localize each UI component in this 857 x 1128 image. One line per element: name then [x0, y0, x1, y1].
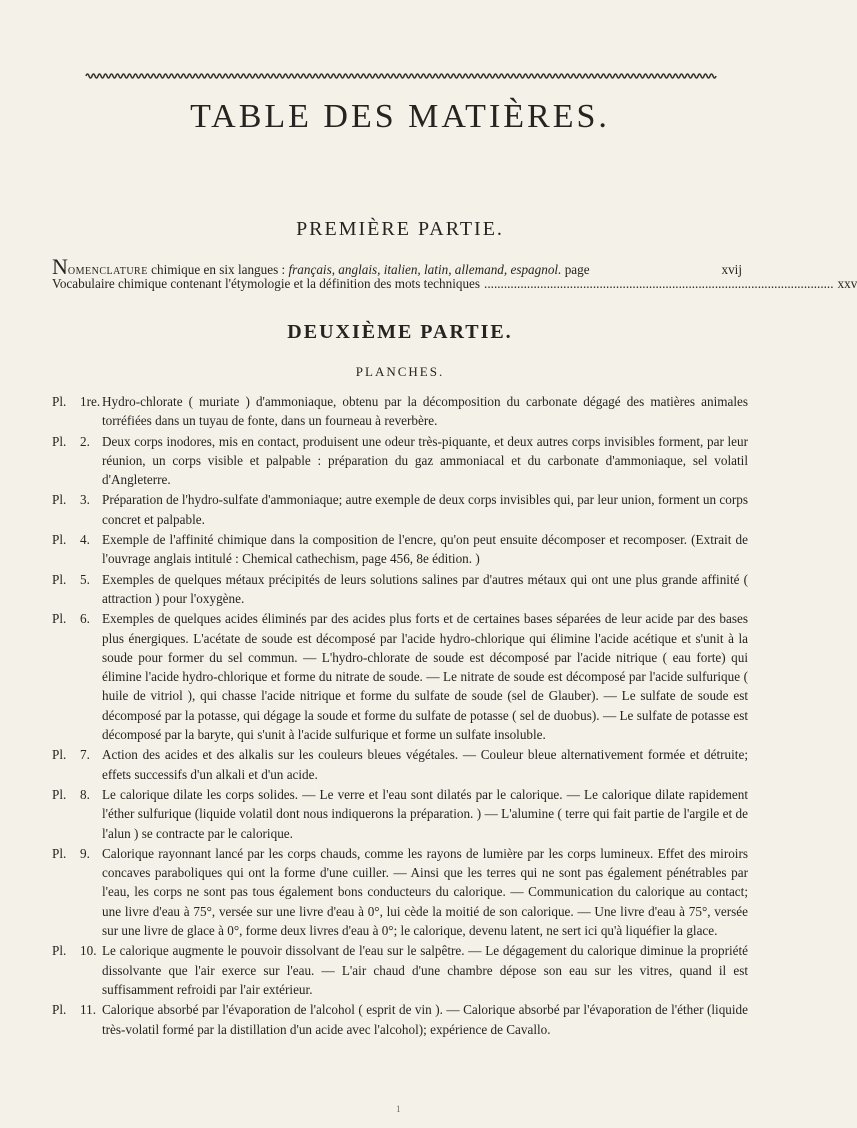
- list-item: Pl. 11. Calorique absorbé par l'évaporation de l'alcohol ( esprit de vin ). — Calorique absorbé par l'évaporation de l'éther (liquide très-volatil formé par la distillation d'un acide avec l'alcohol); expérience de Cavallo.: [52, 1002, 748, 1037]
- planches-subheading: PLANCHES.: [355, 364, 445, 379]
- page-number: xvij: [721, 262, 742, 277]
- dot-leader: ..........................................................................................................: [484, 276, 834, 291]
- signature-mark: 1: [396, 1104, 401, 1114]
- list-item: Pl. 3. Préparation de l'hydro-sulfate d'ammoniaque; autre exemple de deux corps invisibles qui, par leur union, forment un corps concret et palpable.: [52, 492, 748, 527]
- list-item: Pl. 6. Exemples de quelques acides éliminés par des acides plus forts et de certaines bases séparées de leur acide par des bases plus énergiques. L'acétate de soude est décomposé par l'acide hydro-chlorique qui élimine l'acide acétique et s'unit à la soude pour former du sel commun. — L'hydro-chlorate de soude est décomposé par l'acide nitrique ( eau forte) qui élimine l'acide hydro-chlorique et forme du nitrate de soude. — Le nitrate de soude est décomposé par l'acide sulfurique ( huile de vitriol ), qui chasse l'acide nitrique et forme du sulfate de soude (sel de Glauber). — Le sulfate de soude est décomposé par la potasse, qui dégage la soude et forme du sulfate de potasse ( sel de duobus). — Le sulfate de potasse est décomposé par la baryte, qui s'unit à l'acide sulfurique et forme un sulfate insoluble.: [52, 611, 748, 743]
- list-item: Pl. 2. Deux corps inodores, mis en contact, produisent une odeur très-piquante, et deux autres corps invisibles forment, par leur réunion, un corps visible et palpable : préparation du gaz ammoniacal et du carbonate d'ammoniaque, sel volatil d'Angleterre.: [52, 433, 748, 488]
- toc-entry-vocabulaire: [52, 276, 857, 292]
- plates-list: [52, 392, 748, 1040]
- list-item: Pl. 8. Le calorique dilate les corps solides. — Le verre et l'eau sont dilatés par le calorique. — Le calorique dilate rapidement l'éther sulfurique (liquide volatil dont nous indiquerons la préparation. ) — L'alumine ( terre qui fait partie de l'argile et de l'alun ) se contracte par le calorique.: [52, 786, 748, 841]
- page-title: TABLE DES MATIÈRES.: [190, 98, 610, 135]
- wavy-border-icon: [86, 71, 713, 81]
- list-item: Pl. 7. Action des acides et des alkalis sur les couleurs bleues végétales. — Couleur bleue alternativement formée et détruite; effets successifs d'un alkali et d'un acide.: [52, 747, 748, 782]
- list-item: Pl. 1re. Hydro-chlorate ( muriate ) d'ammoniaque, obtenu par la décomposition du carbonate dégagé des matières animales torréfiées dans un tuyau de fonte, dans un fourneau à reverbère.: [52, 394, 748, 429]
- entry-text: chimique en six langues :: [147, 262, 289, 277]
- page-number: xxv: [837, 276, 857, 291]
- top-ornament-rule: [86, 66, 713, 76]
- list-item: Pl. 9. Calorique rayonnant lancé par les corps chauds, comme les rayons de lumière par les corps lumineux. Effet des miroirs concaves paraboliques qui ont la forme d'une cuiller. — Ainsi que les terres qui ne sont pas également pénétrables par l'eau, les corps ne sont pas tous également bons conducteurs du calorique. — Communication du calorique au contact; une livre d'eau à 75°, versée sur une livre d'eau à 0°, lui cède la moitié de son calorique. — Une livre d'eau à 75°, versée sur une livre de glace à 0°, forme deux livres d'eau à 0°; le calorique, devenu latent, ne sert ici qu'à liquéfier la glace.: [52, 845, 748, 939]
- list-item: Pl. 10. Le calorique augmente le pouvoir dissolvant de l'eau sur le salpêtre. — Le dégagement du calorique diminue la propriété dissolvante que l'air exerce sur l'eau. — L'air chaud d'une chambre dépose son eau sur les vitres, quand il est suffisamment refroidi par l'air extérieur.: [52, 943, 748, 997]
- part-two-heading: DEUXIÈME PARTIE.: [287, 321, 513, 343]
- entry-text: Vocabulaire chimique contenant l'étymologie et la définition des mots techniques: [52, 276, 481, 291]
- list-item: Pl. 5. Exemples de quelques métaux précipités de leurs solutions salines par d'autres métaux qui ont une plus grande affinité ( attraction ) pour l'oxygène.: [52, 571, 748, 606]
- list-item: Pl. 4. Exemple de l'affinité chimique dans la composition de l'encre, qu'on peut ensuite décomposer et recomposer. (Extrait de l'ouvrage anglais intitulé : Chemical cathechism, page 456, 8e édition. ): [52, 532, 748, 567]
- entry-smallcaps: OMENCLATURE: [67, 266, 148, 277]
- page-prefix: page: [561, 262, 590, 277]
- drop-initial: N: [52, 254, 68, 279]
- entry-languages: français, anglais, italien, latin, allemand, espagnol.: [288, 262, 562, 277]
- part-one-heading: PREMIÈRE PARTIE.: [296, 218, 504, 240]
